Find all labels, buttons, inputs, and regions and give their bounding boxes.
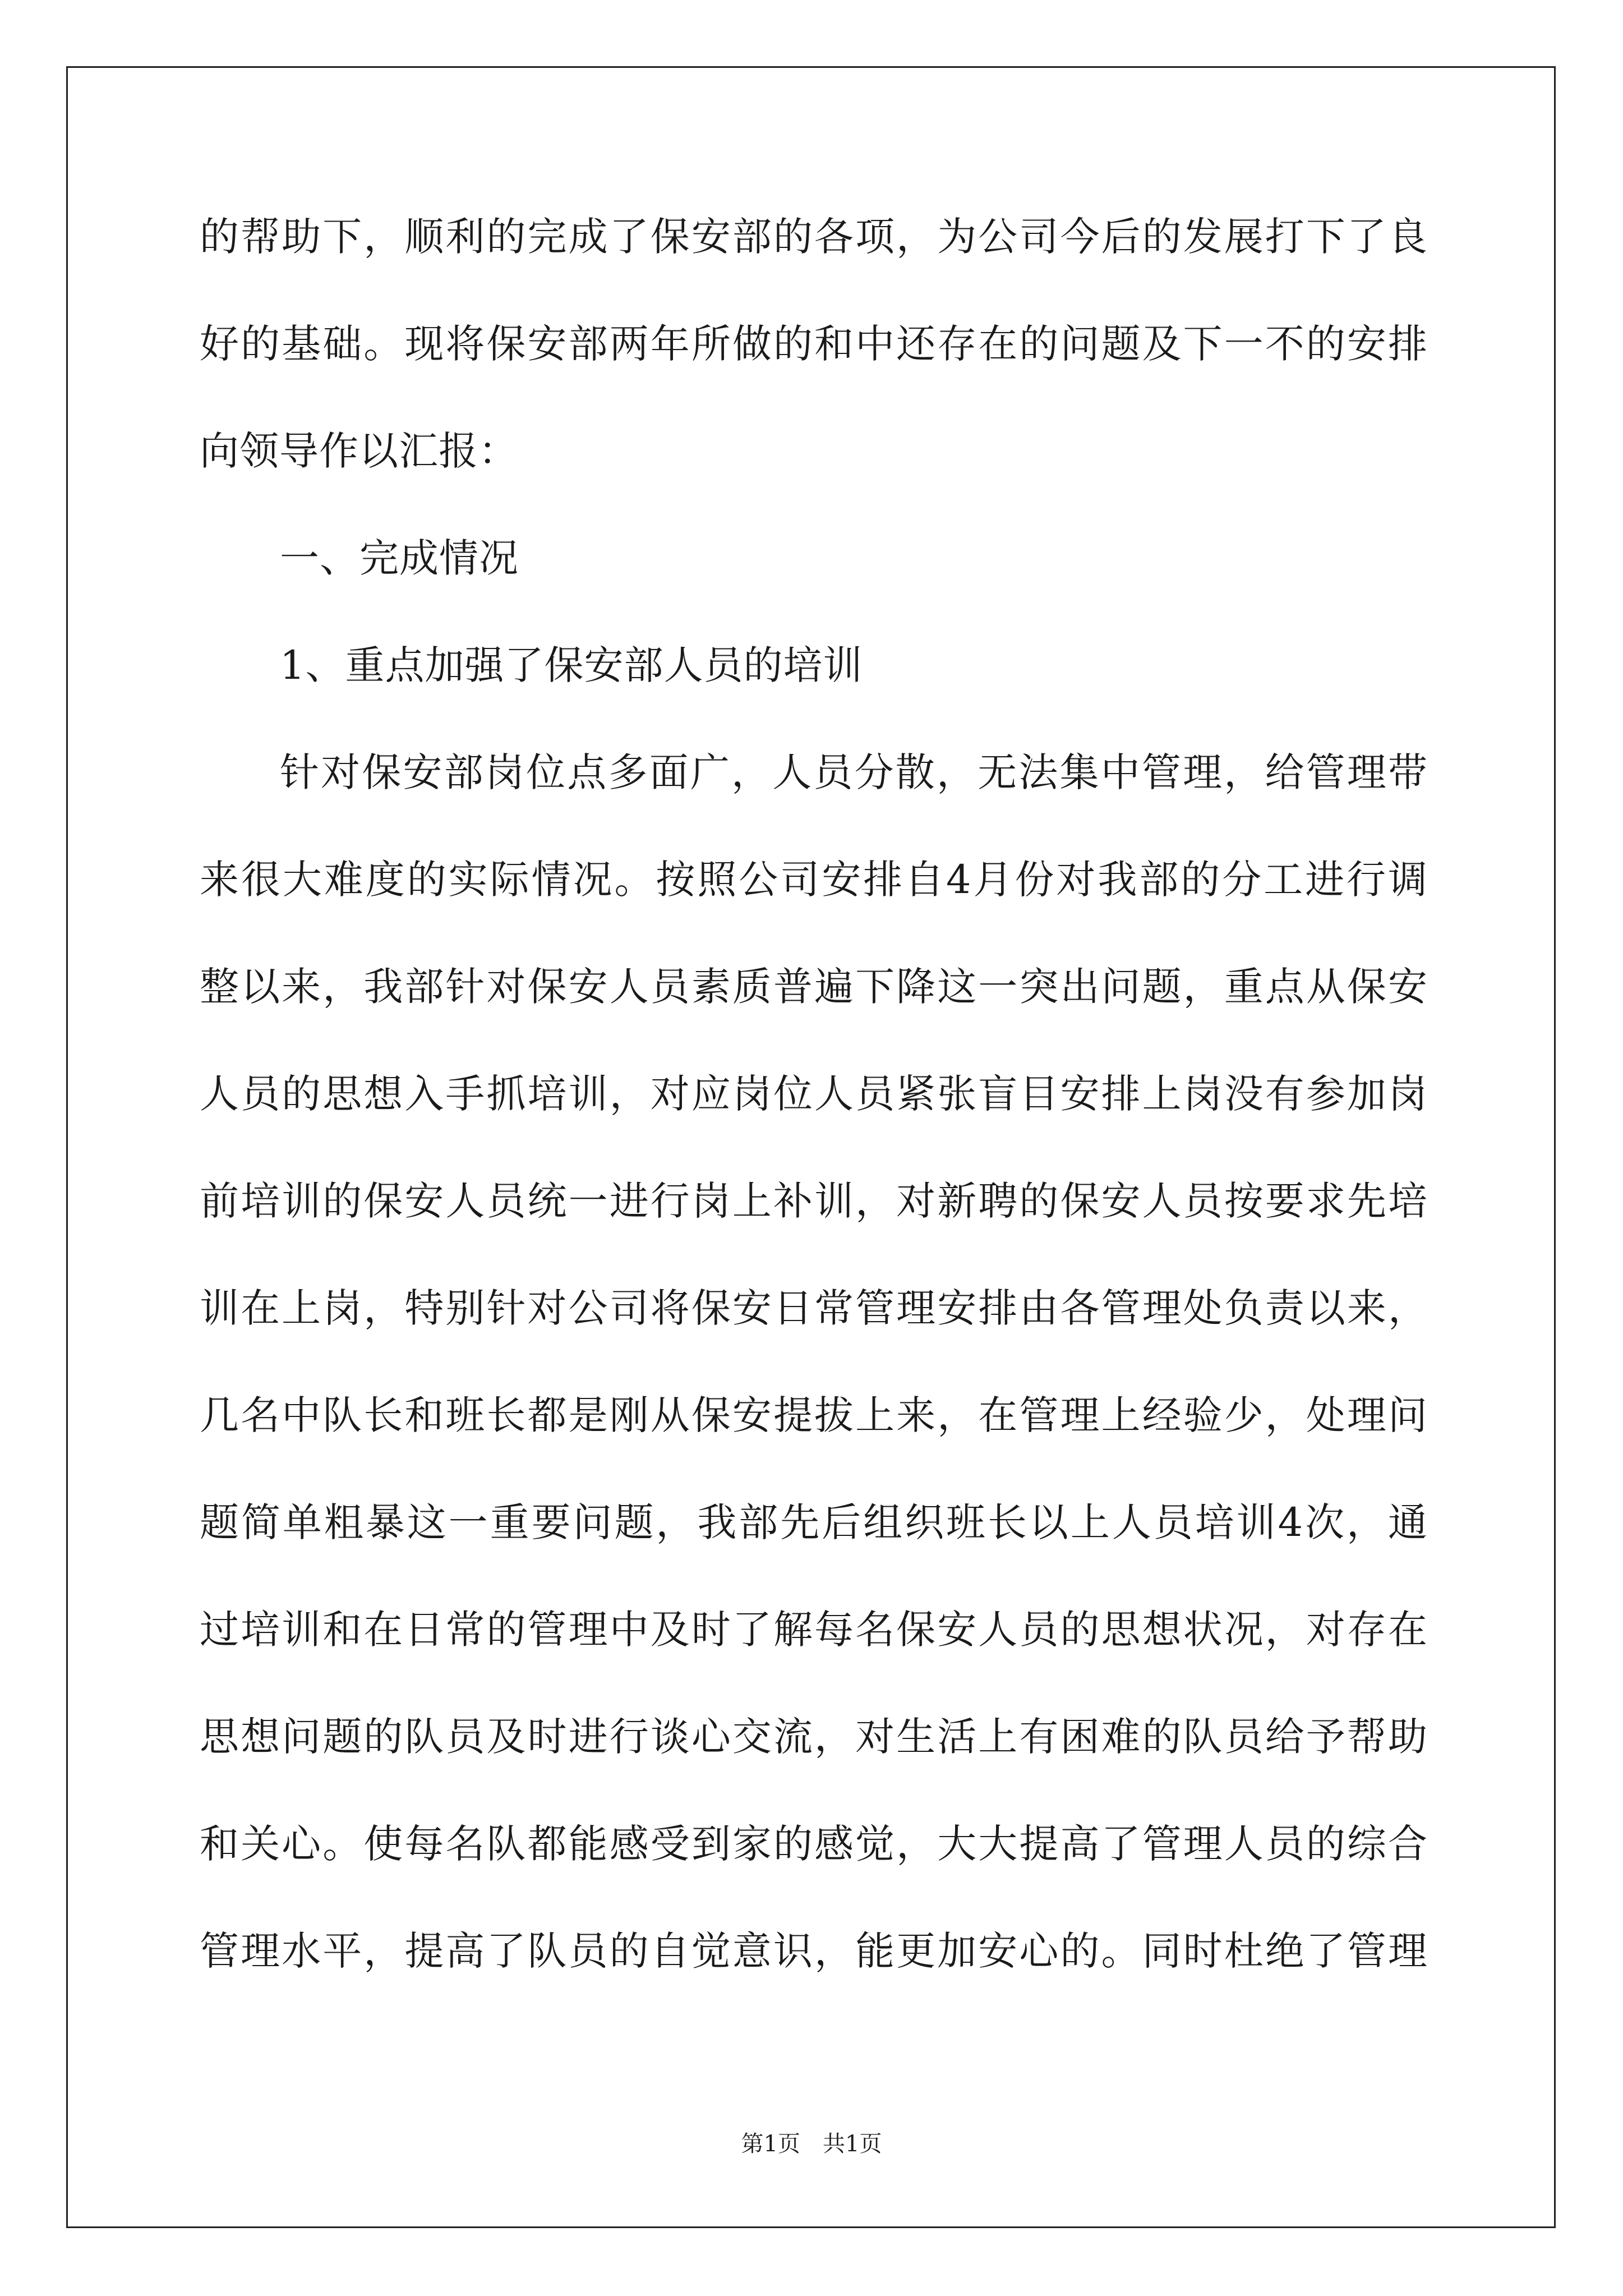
text-line: 和关心。使每名队都能感受到家的感觉，大大提高了管理人员的综合 — [200, 1821, 1428, 1867]
text-line: 向领导作以汇报： — [200, 428, 518, 474]
document-body — [200, 214, 1428, 2039]
section-heading: 一、完成情况 — [280, 535, 519, 581]
text-line: 好的基础。现将保安部两年所做的和中还存在的问题及下一不的安排 — [200, 321, 1428, 367]
text-line: 针对保安部岗位点多面广，人员分散，无法集中管理，给管理带 — [280, 749, 1428, 795]
subsection-heading: 1、重点加强了保安部人员的培训 — [280, 642, 863, 688]
text-line: 前培训的保安人员统一进行岗上补训，对新聘的保安人员按要求先培 — [200, 1178, 1428, 1224]
text-line: 整以来，我部针对保安人员素质普遍下降这一突出问题，重点从保安 — [200, 964, 1428, 1010]
text-line: 几名中队长和班长都是刚从保安提拔上来，在管理上经验少，处理问 — [200, 1392, 1428, 1438]
text-line: 来很大难度的实际情况。按照公司安排自4月份对我部的分工进行调 — [200, 857, 1428, 903]
text-line: 训在上岗，特别针对公司将保安日常管理安排由各管理处负责以来， — [200, 1285, 1428, 1331]
text-line: 人员的思想入手抓培训，对应岗位人员紧张盲目安排上岗没有参加岗 — [200, 1071, 1428, 1117]
text-line: 的帮助下，顺利的完成了保安部的各项，为公司今后的发展打下了良 — [200, 214, 1428, 260]
page-footer: 第1页 共1页 — [741, 2131, 882, 2157]
text-line: 思想问题的队员及时进行谈心交流，对生活上有困难的队员给予帮助 — [200, 1714, 1428, 1760]
text-line: 管理水平，提高了队员的自觉意识，能更加安心的。同时杜绝了管理 — [200, 1928, 1428, 1974]
text-line: 过培训和在日常的管理中及时了解每名保安人员的思想状况，对存在 — [200, 1607, 1428, 1653]
text-line: 题简单粗暴这一重要问题，我部先后组织班长以上人员培训4次，通 — [200, 1499, 1428, 1545]
